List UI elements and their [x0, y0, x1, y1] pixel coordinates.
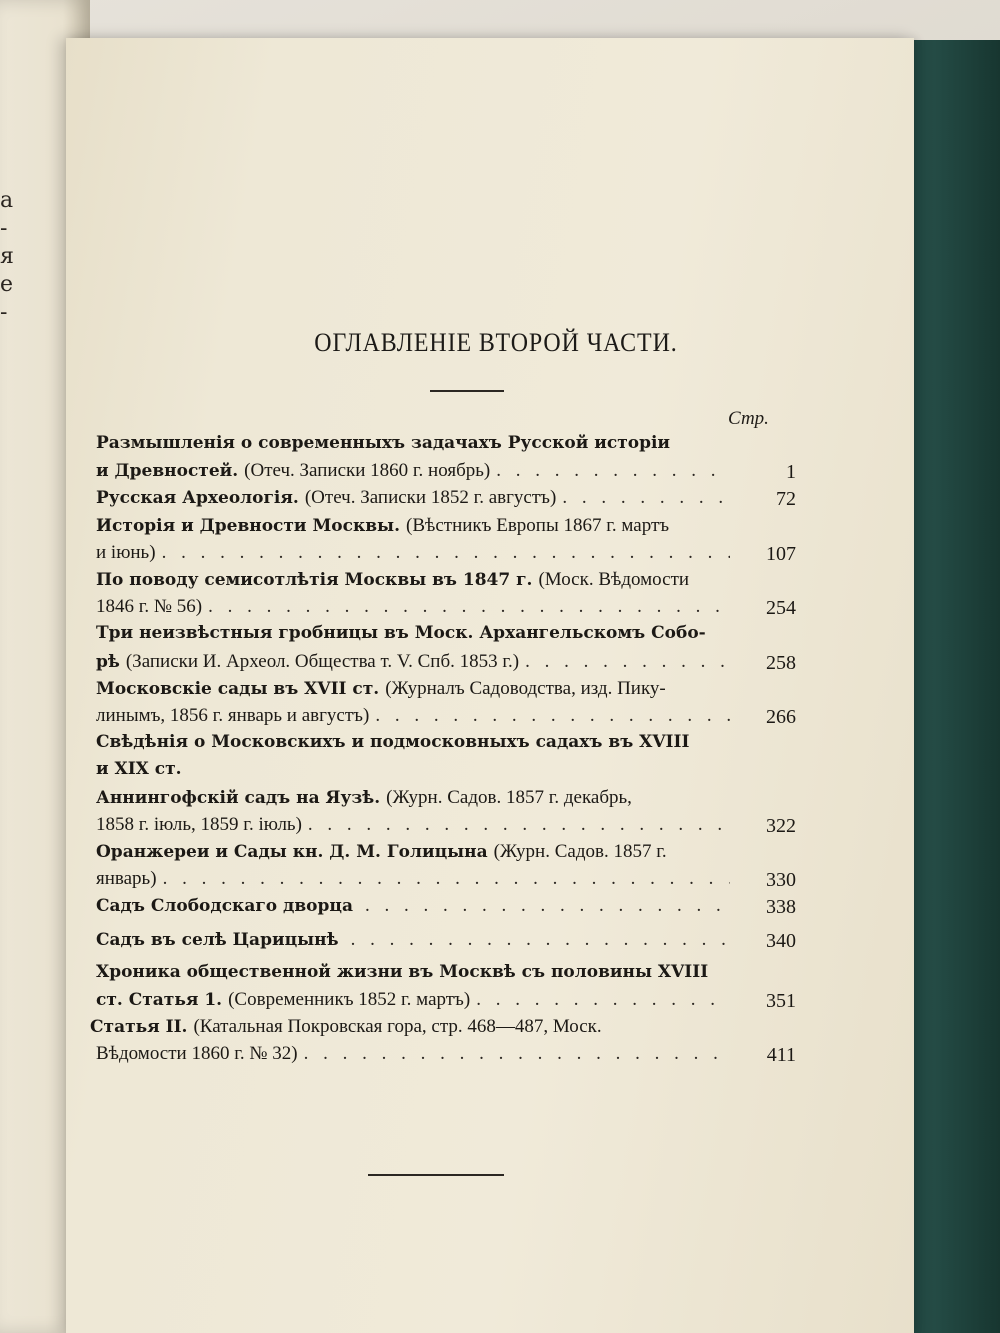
- toc-line: [96, 433, 796, 460]
- toc-page-number: 107: [766, 542, 796, 565]
- toc-entry-title: ст. Статья 1.: [96, 990, 223, 1010]
- toc-entry-note: (Катальная Покровская гора, стр. 468—487, Моск.: [193, 1016, 602, 1038]
- toc-line: [96, 929, 736, 956]
- toc-entry-title: Исторія и Древности Москвы.: [96, 515, 401, 536]
- toc-page-number: 338: [766, 896, 796, 919]
- toc-entry-title: рѣ: [96, 651, 120, 672]
- dot-leader: [208, 596, 730, 618]
- toc-entry-title: Свѣдѣнія о Московскихъ и подмосковныхъ садахъ въ XVIII: [96, 732, 690, 753]
- toc-line: [96, 814, 736, 841]
- book-page: [66, 38, 914, 1333]
- toc-entry-note: 1846 г. № 56): [96, 596, 203, 618]
- toc-line: [96, 1043, 736, 1070]
- toc-page-number: 322: [766, 814, 796, 837]
- toc-line: [96, 705, 736, 732]
- toc-line: [96, 989, 736, 1016]
- toc-entry-note: (Моск. Вѣдомости: [538, 569, 690, 590]
- toc-line: [90, 1016, 790, 1043]
- toc-line: [96, 569, 796, 596]
- toc-line: [96, 732, 796, 759]
- toc-line: [96, 841, 796, 868]
- dot-leader: [525, 651, 730, 673]
- left-page-fragment: а: [0, 188, 14, 213]
- toc-entry-title: Размышленія о современныхъ задачахъ Русской исторіи: [96, 433, 671, 453]
- left-page-fragment: я: [0, 244, 14, 269]
- toc-line: [96, 962, 796, 989]
- toc-entry-title: Три неизвѣстныя гробницы въ Моск. Архангельскомъ Собо-: [96, 623, 706, 644]
- toc-entry-title: Садъ въ селѣ Царицынѣ: [96, 929, 339, 950]
- left-page-fragment: е: [0, 272, 14, 297]
- toc-entry-title: Русская Археологія.: [96, 488, 299, 509]
- toc-page-number: 351: [766, 990, 796, 1012]
- toc-line: [96, 895, 736, 922]
- dot-leader: [365, 895, 730, 917]
- toc-page-number: 258: [766, 651, 796, 674]
- toc-entry-title: Хроника общественной жизни въ Москвѣ съ половины XVIII: [96, 961, 709, 982]
- title-rule: [430, 390, 504, 392]
- toc-page-number: 254: [766, 597, 796, 620]
- toc-page-number: 1: [786, 461, 796, 484]
- toc-entry-title: Статья II.: [90, 1017, 188, 1038]
- toc-entry-title: Оранжереи и Сады кн. Д. М. Голицына: [96, 842, 488, 862]
- dot-leader: [163, 868, 730, 890]
- toc-entry-note: (Отеч. Записки 1852 г. августъ): [304, 487, 557, 509]
- toc-entry-note: (Отеч. Записки 1860 г. ноябрь): [244, 460, 491, 482]
- toc-line: [96, 651, 736, 678]
- dot-leader: [375, 705, 730, 727]
- page-title: ОГЛАВЛЕНІЕ ВТОРОЙ ЧАСТИ.: [314, 328, 678, 357]
- toc-entry-note: (Журн. Садов. 1857 г.: [493, 841, 667, 862]
- toc-page-number: 330: [766, 869, 796, 892]
- toc-page-number: 411: [766, 1044, 796, 1067]
- toc-entry-note: и іюнь): [96, 541, 156, 563]
- toc-line: [96, 678, 796, 705]
- toc-line: [96, 515, 796, 542]
- toc-entry-title: По поводу семисотлѣтія Москвы въ 1847 г.: [96, 570, 533, 590]
- toc-line: [96, 487, 736, 514]
- toc-entry-title: Аннингофскій садъ на Яузѣ.: [96, 787, 381, 808]
- toc-entry-note: 1858 г. іюль, 1859 г. іюль): [96, 813, 302, 835]
- toc-page-number: 72: [776, 488, 796, 511]
- toc-line: [96, 759, 796, 786]
- toc-entry-note: (Вѣстникъ Европы 1867 г. мартъ: [406, 514, 670, 536]
- dot-leader: [562, 487, 730, 509]
- toc-line: [96, 596, 736, 623]
- dot-leader: [308, 814, 730, 836]
- toc-entry-note: (Современникъ 1852 г. мартъ): [228, 989, 471, 1010]
- toc-line: [96, 623, 796, 650]
- toc-entry-note: (Записки И. Археол. Общества т. V. Спб. 1853 г.): [125, 650, 520, 672]
- toc-entry-note: (Журн. Садов. 1857 г. декабрь,: [386, 786, 632, 808]
- toc-entry-note: линымъ, 1856 г. январь и августъ): [96, 705, 370, 726]
- dot-leader: [496, 460, 730, 482]
- dot-leader: [304, 1043, 730, 1065]
- end-rule: [368, 1174, 504, 1176]
- toc-line: [96, 460, 736, 487]
- left-page-fragment: -: [0, 216, 8, 241]
- toc-line: [96, 868, 736, 895]
- dot-leader: [476, 989, 730, 1011]
- toc-line: [96, 542, 736, 569]
- dot-leader: [351, 929, 730, 951]
- toc-entry-title: и Древностей.: [96, 461, 239, 482]
- toc-entry-title: Московскіе сады въ XVII ст.: [96, 678, 380, 699]
- toc-page-number: 266: [766, 706, 796, 728]
- toc-page-number: 340: [766, 929, 796, 952]
- toc-entry-note: Вѣдомости 1860 г. № 32): [96, 1043, 298, 1065]
- toc-entry-note: январь): [96, 868, 157, 890]
- page-column-label: Стр.: [728, 408, 769, 429]
- dot-leader: [162, 542, 730, 564]
- toc-entry-title: и XIX ст.: [96, 759, 182, 780]
- toc-entry-note: (Журналъ Садоводства, изд. Пику-: [385, 677, 666, 699]
- toc-line: [96, 787, 796, 814]
- toc-entry-title: Садъ Слободскаго дворца: [96, 896, 353, 917]
- left-page-fragment: -: [0, 300, 8, 325]
